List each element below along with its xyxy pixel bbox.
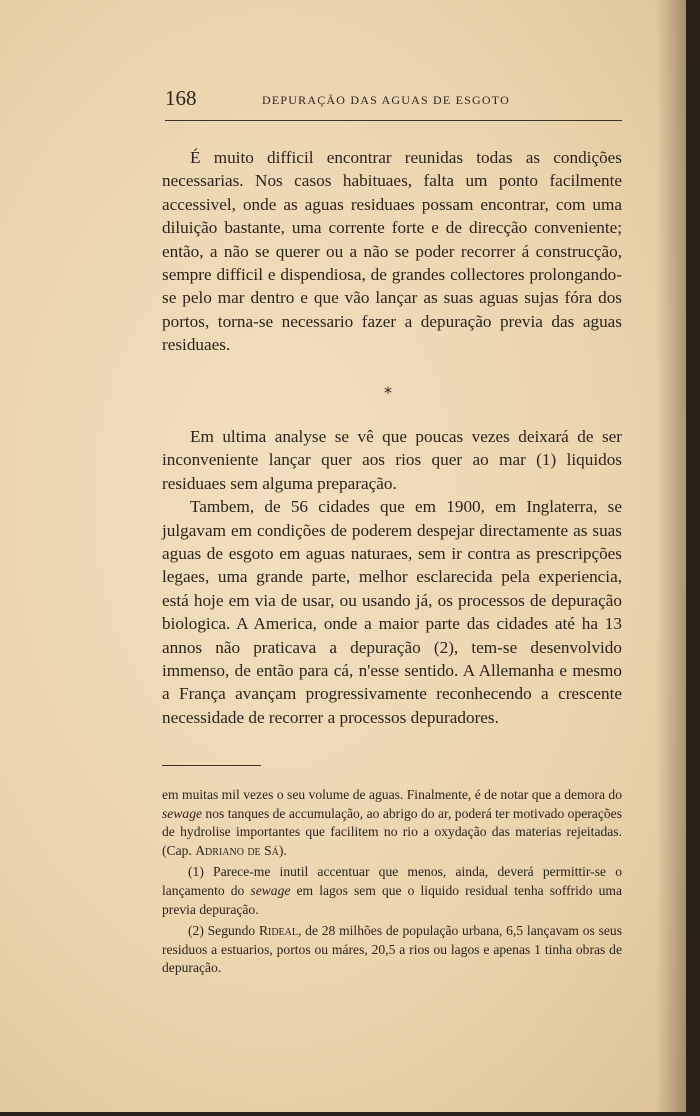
page-header — [165, 86, 622, 112]
footnote-1-text-b: em lagos sem que o liquido residual tenha soffrido uma previa depuração. — [162, 882, 622, 917]
page-edge-shadow — [656, 0, 686, 1112]
footnote-2-author: Rideal — [258, 923, 298, 939]
footnote-continued-text-b: nos tanques de accumulação, ao abrigo do ar, poderá ter motivado operações de hydrolise importantes que facilitem no rio a oxydação das materias rejeitadas. (Cap. — [162, 805, 622, 858]
footnote-continued-author: Adriano de Sá — [195, 842, 279, 858]
section-asterism: * — [384, 383, 392, 402]
footnote-rule — [162, 765, 261, 766]
footnotes — [162, 786, 622, 978]
body-block-1 — [162, 146, 622, 357]
header-rule — [165, 120, 622, 121]
body-block-2 — [162, 425, 622, 729]
footnote-2-text-a: (2) Segundo — [188, 923, 259, 939]
footnote-continued-text-a: em muitas mil vezes o seu volume de aguas. Finalmente, é de notar que a demora do — [162, 787, 622, 802]
running-title: DEPURAÇÃO DAS AGUAS DE ESGOTO — [262, 93, 510, 107]
footnote-1-text-a: (1) Parece-me inutil accentuar que menos, ainda, deverá permittir-se o lançamento do — [162, 864, 622, 898]
footnote-continued-end: ). — [278, 842, 287, 858]
footnote-2 — [162, 922, 622, 978]
footnote-1-sewage: sewage — [250, 882, 291, 898]
footnote-1 — [162, 863, 622, 919]
paragraph-3: Tambem, de 56 cidades que em 1900, em Inglaterra, se julgavam em condições de poderem despejar directamente as suas aguas de esgoto em aguas naturaes, sem ir contra as prescripções legaes, uma grande parte, melhor esclarecida pela experiencia, está hoje em via de usar, ou usando já, os processos de depuração biologica. A America, onde a maior parte das cidades até ha 13 annos não praticava a depuração (2), tem-se desenvolvido immenso, de então para cá, n'esse sentido. A Allemanha e mesmo a França avançam progressivamente reconhecendo a crescente necessidade de recorrer a processos depuradores. — [162, 497, 622, 727]
paragraph-2: Em ultima analyse se vê que poucas vezes deixará de ser inconveniente lançar quer aos rios quer ao mar (1) liquidos residuaes sem alguma preparação. — [162, 427, 622, 493]
page-number: 168 — [165, 86, 197, 110]
paragraph-1: É muito difficil encontrar reunidas todas as condições necessarias. Nos casos habituaes, falta um ponto facilmente accessivel, onde as aguas residuaes possam encontrar, com uma diluição bastante, uma corrente forte e de direcção conveniente; então, a não se querer ou a não se poder recorrer á construcção, sempre difficil e dispendiosa, de grandes collectores prolongando-se pelo mar dentro e que vão lançar as suas aguas sujas fóra dos portos, torna-se necessario fazer a depuração previa das aguas residuaes. — [162, 148, 622, 355]
footnote-2-text-b: , de 28 milhões de população urbana, 6,5 lançavam os seus residuos a estuarios, portos ou máres, 20,5 a rios ou lagos e apenas 1 tinha obras de depuração. — [162, 923, 622, 976]
footnote-continued-sewage: sewage — [162, 805, 203, 821]
footnote-continued — [162, 786, 622, 860]
